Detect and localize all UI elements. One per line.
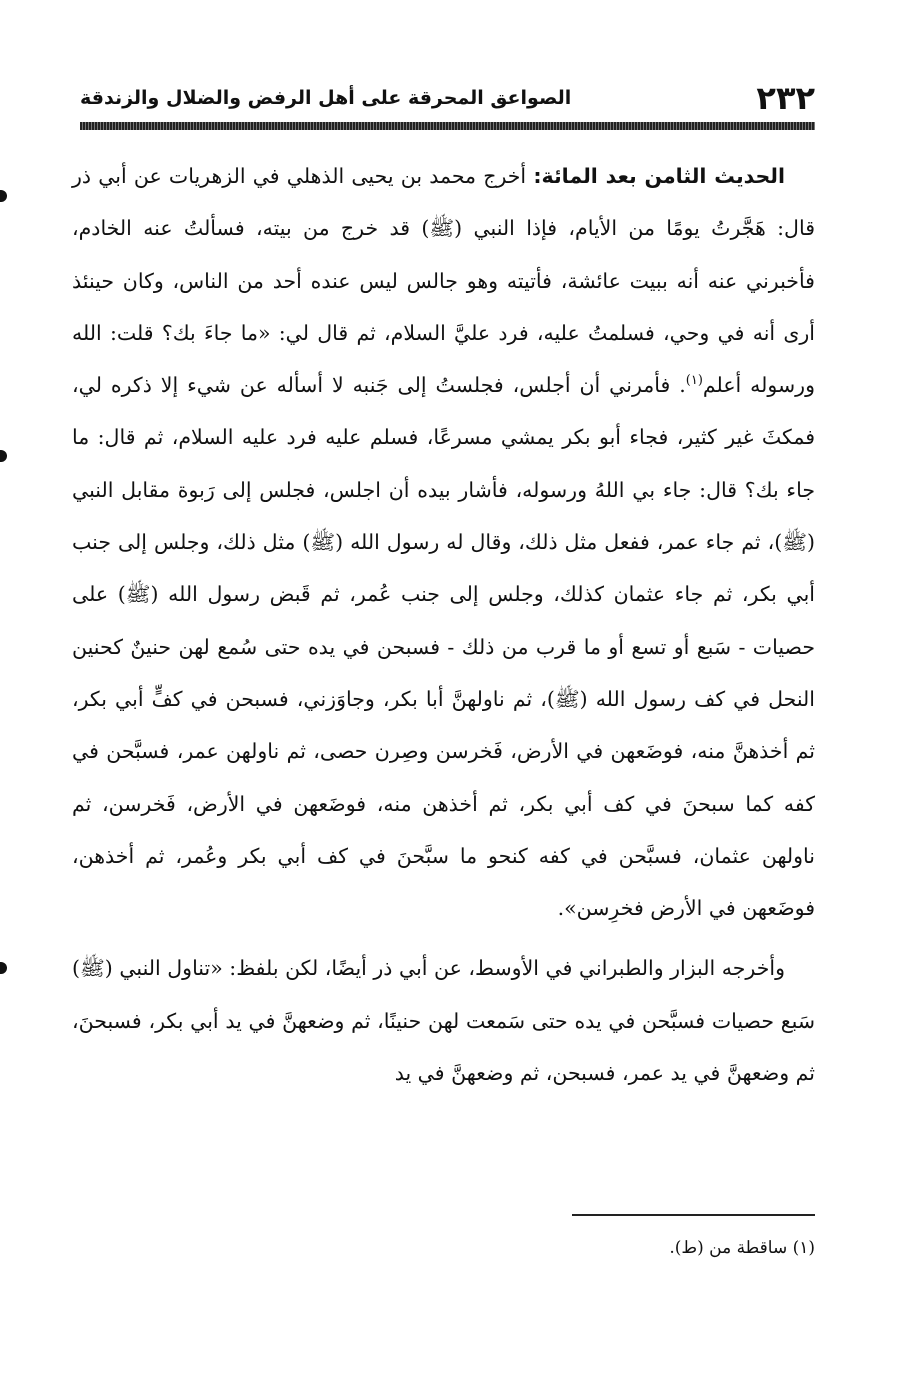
footnote: (١) ساقطة من (ط).: [669, 1238, 815, 1258]
header-rule: [80, 122, 815, 130]
margin-mark: [0, 962, 7, 974]
margin-mark: [0, 450, 7, 462]
paragraph-hadith-108: [72, 150, 815, 934]
paragraph-text-continued: . فأمرني أن أجلس، فجلستُ إلى جَنبه لا أسأله عن شيء إلا ذكره لي، فمكثَ غير كثير، فجاء أبو بكر يمشي مسرعًا، فسلم عليه فرد عليه السلام، ثم قال: ما جاء بك؟ قال: جاء بي اللهُ ورسوله، فأشار بيده أن اجلس، فجلس إلى رَبوة مقابل النبي (ﷺ)، ثم جاء عمر، ففعل مثل ذلك، وقال له رسول الله (ﷺ) مثل ذلك، وجلس إلى جنب أبي بكر، ثم جاء عثمان كذلك، وجلس إلى جنب عُمر، ثم قَبض رسول الله (ﷺ) على حصيات - سَبع أو تسع أو ما قرب من ذلك - فسبحن في يده حتى سُمع لهن حنينٌ كحنين النحل في كف رسول الله (ﷺ)، ثم ناولهنَّ أبا بكر، وجاوَزني، فسبحن في كفٍّ أبي بكر، ثم أخذهنَّ منه، فوضَعهن في الأرض، فَخرسن وصِرن حصى، ثم ناولهن عمر، فسبَّحن في كفه كما سبحنَ في كف أبي بكر، ثم أخذهن منه، فوضَعهن في الأرض، فَخرسن، ثم ناولهن عثمان، فسبَّحن في كفه كنحو ما سبَّحنَ في كف أبي بكر وعُمر، ثم أخذهن، فوضَعهن في الأرض فخرِسن».: [72, 373, 815, 921]
running-title: الصواعق المحرقة على أهل الرفض والضلال والزندقة: [80, 87, 572, 109]
paragraph-text: أخرج محمد بن يحيى الذهلي في الزهريات عن أبي ذر قال: هَجَّرتُ يومًا من الأيام، فإذا النبي (ﷺ) قد خرج من بيته، فسألتُ عنه الخادم، فأخبرني عنه أنه ببيت عائشة، فأتيته وهو جالس ليس عنده أحد من الناس، وكان حينئذ أرى أنه في وحي، فسلمتُ عليه، فرد عليَّ السلام، ثم قال لي: «ما جاءَ بك؟ قلت: الله ورسوله أعلم: [72, 164, 815, 398]
footnote-reference: (١): [685, 373, 703, 389]
hadith-label: الحديث الثامن بعد المائة:: [533, 164, 785, 188]
body-text: [72, 150, 815, 1099]
page-number: ٢٣٢: [756, 79, 815, 117]
margin-mark: [0, 190, 7, 202]
paragraph-bazzar: وأخرجه البزار والطبراني في الأوسط، عن أبي ذر أيضًا، لكن بلفظ: «تناول النبي (ﷺ) سَبع حصيات فسبَّحن في يده حتى سَمعت لهن حنينًا، ثم وضعهنَّ في يد أبي بكر، فسبحنَ، ثم وضعهنَّ في يد عمر، فسبحن، ثم وضعهنَّ في يد: [72, 956, 815, 1086]
footnote-rule: [572, 1214, 815, 1216]
page-header: [80, 78, 815, 118]
